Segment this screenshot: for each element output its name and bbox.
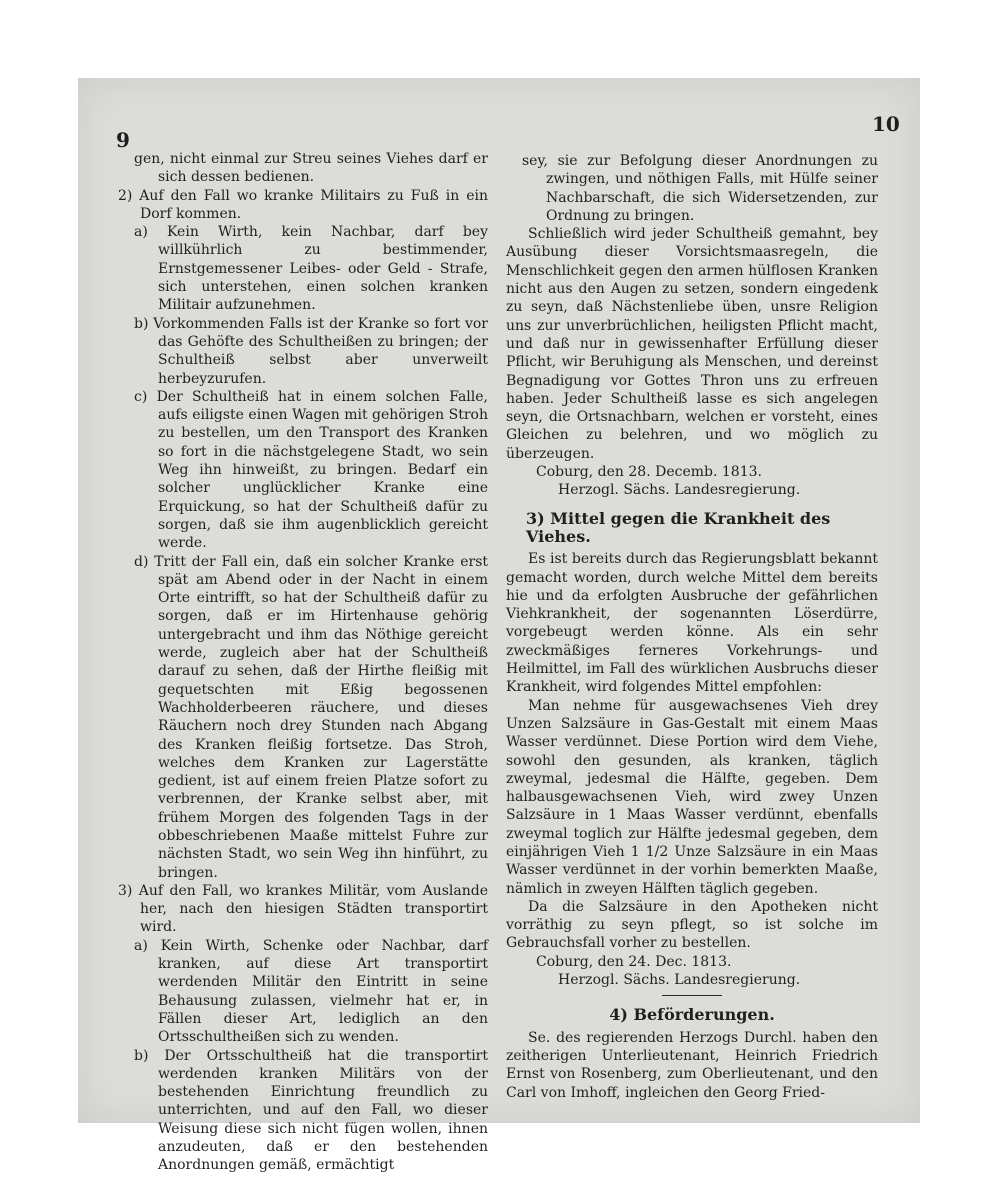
paragraph: Schließlich wird jeder Schultheiß gemahnt, bey Ausübung dieser Vorsichtsmaasregeln, die Menschlichkeit gegen den armen hülflosen Kranken nicht aus den Augen zu setzen, sondern eingedenk zu seyn, daß Nächstenliebe üben, unsre Religion uns zur unverbrüchlichen, heiligsten Pflicht macht, und daß nur in gewissenhafter Erfüllung dieser Pflicht, wir Beruhigung als Menschen, und dereinst Begnadigung vor Gottes Thron uns zu erfreuen haben. Jeder Schultheiß lasse es sich angelegen seyn, die Ortsnachbarn, welchen er vorsteht, eines Gleichen zu belehren, und wo möglich zu überzeugen. bbox=[506, 226, 878, 462]
signature-authority: Herzogl. Sächs. Landesregierung. bbox=[558, 972, 801, 989]
page-number-left: 9 bbox=[116, 128, 130, 152]
paragraph: sey, sie zur Befolgung dieser Anordnungen zu zwingen, und nöthigen Falls, mit Hülfe seiner Nachbarschaft, die sich Widersetzenden, zur Ordnung zu bringen. bbox=[522, 153, 878, 224]
signature-authority: Herzogl. Sächs. Landesregierung. bbox=[558, 482, 801, 499]
paragraph: Man nehme für ausgewachsenes Vieh drey Unzen Salzsäure in Gas-Gestalt mit einem Maas Wasser verdünnet. Diese Portion wird dem Viehe, sowohl den gesunden, als kranken, täglich zweymal, jedesmal die Hälfte, gegeben. Dem halbausgewachsenen Vieh, wird zwey Unzen Salzsäure in 1 Maas Wasser verdünnt, ebenfalls zweymal toglich zur Hälfte jedesmal gegeben, dem einjährigen Vieh 1 1/2 Unze Salzsäure in ein Maas Wasser verdünnet in der vorhin bemerkten Maaße, nämlich in zweyen Hälften täglich gegeben. bbox=[506, 697, 878, 897]
paragraph: b) Der Ortsschultheiß hat die transportirt werdenden kranken Militärs von der bestehenden Einrichtung freundlich zu unterrichten, und auf den Fall, wo dieser Weisung diese sich nicht fügen wollen, ihnen anzudeuten, daß er den bestehenden Anordnungen gemäß, ermächtigt bbox=[134, 1047, 488, 1174]
paragraph: Es ist bereits durch das Regierungsblatt bekannt gemacht worden, durch welche Mittel dem bereits hie und da erfolgten Ausbruche der gefährlichen Viehkrankheit, der sogenannten Löserdürre, vorgebeugt werden könne. Als ein sehr zweckmäßiges ferneres Vorkehrungs- und Heilmittel, im Fall des würklichen Ausbruchs dieser Krankheit, wird folgendes Mittel empfohlen: bbox=[506, 551, 878, 696]
signature-date: Coburg, den 28. Decemb. 1813. bbox=[536, 464, 762, 481]
paragraph: b) Vorkommenden Falls ist der Kranke so fort vor das Gehöfte des Schultheißen zu bringen; der Schultheiß selbst aber unverweilt herbeyzurufen. bbox=[134, 315, 488, 387]
section-heading: 4) Beförderungen. bbox=[609, 1005, 775, 1025]
paragraph: a) Kein Wirth, Schenke oder Nachbar, darf kranken, auf diese Art transportirt werdenden Militär den Eintritt in seine Behausung zulassen, vielmehr hat er, in Fällen dieser Art, lediglich an den Ortsschultheißen sich zu wenden. bbox=[134, 937, 488, 1046]
signature-date: Coburg, den 24. Dec. 1813. bbox=[536, 953, 732, 970]
paragraph: gen, nicht einmal zur Streu seines Viehes darf er sich dessen bedienen. bbox=[134, 151, 488, 186]
left-column bbox=[118, 150, 488, 1175]
paragraph: a) Kein Wirth, kein Nachbar, darf bey willkührlich zu bestimmender, Ernstgemessener Leibes- oder Geld - Strafe, sich unterstehen, einen solchen kranken Militair aufzunehmen. bbox=[134, 224, 488, 314]
section-divider bbox=[662, 995, 722, 996]
paragraph: d) Tritt der Fall ein, daß ein solcher Kranke erst spät am Abend oder in der Nacht in einem Orte eintrifft, so hat der Schultheiß dafür zu sorgen, daß er im Hirtenhause gehörig untergebracht und ihm das Nöthige gereicht werde, zugleich aber hat der Schultheiß darauf zu sehen, daß der Hirthe fleißig mit gequetschten mit Eßig begossenen Wachholderbeeren räuchere, und dieses Räuchern noch drey Stunden nach Abgang des Kranken fleißig fortsetze. Das Stroh, welches dem Kranken zur Lagerstätte gedient, ist auf einem freien Platze sofort zu verbrennen, der Kranke selbst aber, mit frühem Morgen des folgenden Tags in der obbeschriebenen Maaße mittelst Fuhre zur nächsten Stadt, wo sein Weg ihn hinführt, zu bringen. bbox=[134, 553, 488, 881]
paragraph: 2) Auf den Fall wo kranke Militairs zu Fuß in ein Dorf kommen. bbox=[118, 187, 488, 222]
paragraph: Da die Salzsäure in den Apotheken nicht vorräthig zu seyn pflegt, so ist solche im Gebrauchsfall vorher zu bestellen. bbox=[506, 898, 878, 952]
page-number-right: 10 bbox=[872, 112, 900, 136]
right-column bbox=[506, 152, 878, 1102]
paragraph: 3) Auf den Fall, wo krankes Militär, vom Auslande her, nach den hiesigen Städten transportirt wird. bbox=[118, 882, 488, 936]
section-heading: 3) Mittel gegen die Krankheit des Viehes. bbox=[526, 508, 831, 546]
signature-block bbox=[506, 953, 878, 990]
paragraph: Se. des regierenden Herzogs Durchl. haben den zeitherigen Unterlieutenant, Heinrich Friedrich Ernst von Rosenberg, zum Oberlieutenant, und den Carl von Imhoff, ingleichen den Georg Fried- bbox=[506, 1029, 878, 1101]
signature-block bbox=[506, 463, 878, 500]
paragraph: c) Der Schultheiß hat in einem solchen Falle, aufs eiligste einen Wagen mit gehörigen Stroh zu bestellen, um den Transport des Kranken so fort in die nächstgelegene Stadt, wo sein Weg ihn hinweißt, zu bringen. Bedarf ein solcher unglücklicher Kranke eine Erquickung, so hat der Schultheiß dafür zu sorgen, daß sie ihm augenblicklich gereicht werde. bbox=[134, 388, 488, 552]
